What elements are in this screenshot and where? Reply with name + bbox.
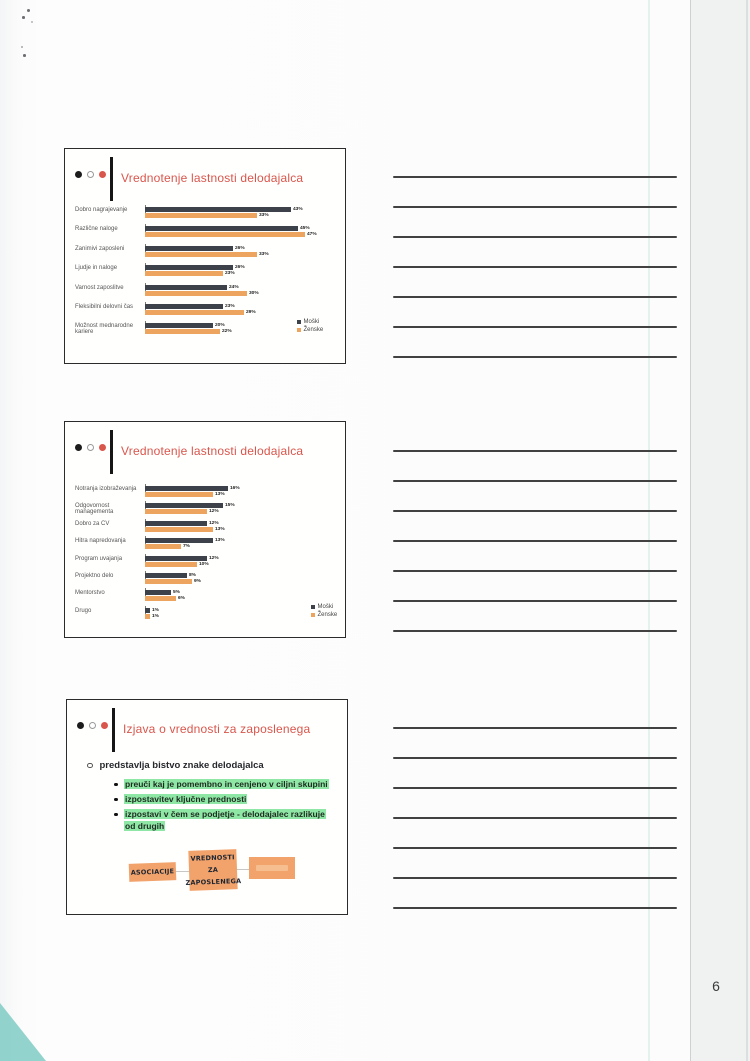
- sub-bullet: [113, 808, 335, 832]
- chart-row: [75, 573, 339, 590]
- bar-Ženske: [145, 596, 176, 601]
- bar-chart-gender-2: [75, 474, 339, 631]
- bar-Ženske: [145, 492, 213, 497]
- value-label: 12%: [209, 508, 220, 514]
- category-label: Drugo: [75, 607, 92, 614]
- red-dot-icon: [101, 722, 108, 729]
- title-divider: [110, 430, 113, 474]
- chart-row: [75, 285, 339, 304]
- slide-deco-dots: [75, 171, 106, 178]
- highlighted-text: preuči kaj je pomembno in cenjeno v ciljni skupini: [125, 779, 328, 789]
- slide-title: Vrednotenje lastnosti delodajalca: [121, 171, 304, 185]
- open-dot-icon: [87, 171, 94, 178]
- bar-Ženske: [145, 291, 247, 296]
- value-label: 26%: [235, 264, 246, 270]
- bar-group: [145, 608, 339, 620]
- category-label: Program uvajanja: [75, 555, 123, 562]
- sub-bullet-list: [113, 778, 335, 835]
- chart-row: [75, 538, 339, 555]
- bar-group: [145, 304, 339, 316]
- bar-Ženske: [145, 544, 181, 549]
- pencil-mark: [22, 16, 25, 19]
- page-number: 6: [712, 978, 720, 994]
- note-line: [393, 206, 677, 208]
- value-label: 15%: [225, 502, 235, 508]
- note-line: [393, 540, 677, 542]
- value-label: 5%: [173, 589, 180, 595]
- value-label: 30%: [249, 290, 259, 295]
- open-dot-icon: [89, 722, 96, 729]
- value-label: 13%: [214, 526, 225, 532]
- bar-Moški: [145, 323, 213, 328]
- note-line: [393, 630, 677, 632]
- bar-Moški: [145, 573, 187, 578]
- category-label: Možnost mednarodne kariere: [75, 323, 134, 336]
- bar-Moški: [145, 285, 227, 290]
- value-label: 33%: [259, 212, 269, 218]
- chart-legend: [311, 604, 337, 620]
- legend-label: Moški: [317, 604, 334, 610]
- bar-Moški: [145, 590, 171, 595]
- chart-legend: [297, 319, 323, 335]
- highlighted-text: izpostavitev ključne prednosti: [125, 794, 247, 804]
- bar-Ženske: [145, 579, 192, 584]
- note-line: [393, 907, 677, 909]
- red-dot-icon: [99, 171, 106, 178]
- category-label: Različne naloge: [75, 226, 118, 233]
- bar-group: [145, 538, 339, 550]
- bar-group: [145, 226, 339, 238]
- category-label: Dobro nagrajevanje: [75, 207, 128, 213]
- value-label: 26%: [235, 245, 246, 251]
- chart-row: [75, 486, 339, 503]
- value-label: 12%: [209, 520, 220, 526]
- bar-Moški: [145, 304, 223, 309]
- sticky-box-vrednosti: VREDNOSTI ZA ZAPOSLENEGA: [188, 849, 237, 891]
- note-line: [393, 326, 677, 328]
- legend-label: Ženske: [303, 327, 324, 333]
- faded-text-smudge: [256, 865, 288, 871]
- female-series-marker-icon: [297, 328, 301, 332]
- slide-title: Izjava o vrednosti za zaposlenega: [123, 722, 311, 736]
- note-line: [393, 600, 677, 602]
- slide-deco-dots: [75, 444, 106, 451]
- value-label: 22%: [221, 328, 232, 334]
- pencil-mark: [31, 21, 33, 23]
- male-series-marker-icon: [297, 320, 301, 324]
- bar-group: [145, 486, 339, 498]
- category-label: Mentorstvo: [75, 590, 105, 597]
- chart-row: [75, 207, 339, 226]
- value-label: 16%: [230, 485, 240, 491]
- value-label: 12%: [209, 555, 220, 560]
- bar-Ženske: [145, 271, 223, 276]
- main-bullet-text: predstavlja bistvo znake delodajalca: [99, 760, 264, 771]
- value-label: 10%: [199, 561, 209, 566]
- title-divider: [110, 157, 113, 201]
- value-label: 8%: [188, 572, 196, 578]
- pencil-mark: [27, 9, 30, 12]
- chart-row: [75, 608, 339, 625]
- sticky-box-blank: [249, 857, 295, 879]
- black-dot-icon: [77, 722, 84, 729]
- black-dot-icon: [75, 171, 82, 178]
- legend-label: Ženske: [317, 612, 338, 618]
- bar-group: [145, 590, 339, 602]
- slide-title: Vrednotenje lastnosti delodajalca: [121, 444, 304, 458]
- chart-row: [75, 521, 339, 538]
- category-label: Notranja izobraževanja: [75, 486, 137, 492]
- note-line: [393, 570, 677, 572]
- bar-group: [145, 285, 339, 297]
- bar-group: [145, 573, 339, 585]
- bar-Ženske: [145, 310, 244, 315]
- legend-item-female: [311, 612, 337, 618]
- slide-3: [66, 699, 348, 915]
- note-line: [393, 356, 677, 358]
- sub-bullet: [113, 778, 335, 790]
- bar-Moški: [145, 521, 207, 526]
- legend-item-female: [297, 327, 323, 333]
- bar-Moški: [145, 207, 291, 212]
- note-lines-group-3: [393, 727, 677, 913]
- category-label: Zanimivi zaposleni: [75, 245, 125, 252]
- legend-label: Moški: [303, 319, 320, 325]
- category-label: Dobro za CV: [75, 520, 110, 527]
- black-dot-icon: [75, 444, 82, 451]
- legend-item-male: [297, 319, 323, 325]
- category-label: Projektno delo: [75, 573, 114, 579]
- main-bullet: [87, 760, 264, 771]
- note-line: [393, 757, 677, 759]
- bar-Ženske: [145, 232, 305, 237]
- chart-row: [75, 590, 339, 607]
- open-dot-icon: [87, 444, 94, 451]
- category-label: Hitra napredovanja: [75, 538, 126, 545]
- note-line: [393, 727, 677, 729]
- bar-group: [145, 246, 339, 258]
- value-label: 24%: [228, 284, 239, 289]
- female-series-marker-icon: [311, 613, 315, 617]
- corner-fold-artifact: [0, 1003, 46, 1061]
- note-line: [393, 480, 677, 482]
- circle-bullet-icon: [87, 763, 93, 769]
- value-label: 43%: [293, 206, 303, 212]
- value-label: 45%: [300, 225, 310, 231]
- bar-Ženske: [145, 329, 220, 334]
- chart-row: [75, 265, 339, 284]
- bar-Moški: [145, 538, 213, 543]
- note-line: [393, 877, 677, 879]
- highlighted-text: izpostavi v čem se podjetje - delodajalec razlikuje od drugih: [125, 809, 325, 831]
- bar-group: [145, 207, 339, 219]
- value-label: 47%: [306, 231, 317, 237]
- page-edge-line-outer: [746, 0, 748, 1061]
- red-dot-icon: [99, 444, 106, 451]
- value-label: 7%: [183, 543, 191, 549]
- sticky-box-asociacije: ASOCIACIJE: [129, 862, 177, 882]
- chart-row: [75, 556, 339, 573]
- value-label: 23%: [225, 270, 235, 276]
- category-label: Odgovornost managementa: [75, 503, 114, 516]
- value-label: 13%: [214, 537, 225, 543]
- bar-Ženske: [145, 509, 207, 514]
- note-line: [393, 176, 677, 178]
- chart-row: [75, 226, 339, 245]
- value-label: 1%: [152, 613, 160, 619]
- note-line: [393, 510, 677, 512]
- note-line: [393, 817, 677, 819]
- bar-Moški: [145, 486, 228, 491]
- value-label: 1%: [152, 607, 160, 613]
- chart-row: [75, 246, 339, 265]
- bar-Ženske: [145, 527, 213, 532]
- value-label: 23%: [225, 303, 235, 309]
- sub-bullet: [113, 793, 335, 805]
- value-label: 20%: [215, 322, 225, 328]
- bar-Ženske: [145, 252, 257, 257]
- bar-Ženske: [145, 614, 150, 619]
- value-label: 29%: [245, 309, 256, 315]
- category-label: Ljudje in naloge: [75, 265, 118, 272]
- value-label: 9%: [193, 578, 201, 584]
- value-label: 13%: [214, 491, 225, 497]
- title-divider: [112, 708, 115, 752]
- bar-Moški: [145, 226, 298, 231]
- page-edge-line: [690, 0, 691, 1061]
- bar-group: [145, 265, 339, 277]
- category-label: Varnost zaposlitve: [75, 284, 124, 291]
- slide-2: [64, 421, 346, 638]
- male-series-marker-icon: [311, 605, 315, 609]
- value-label: 6%: [178, 595, 186, 601]
- note-lines-group-2: [393, 450, 677, 636]
- bar-group: [145, 521, 339, 533]
- bar-Moški: [145, 246, 233, 251]
- note-line: [393, 450, 677, 452]
- chart-row: [75, 503, 339, 520]
- note-line: [393, 266, 677, 268]
- note-line: [393, 236, 677, 238]
- bar-group: [145, 503, 339, 515]
- slide-deco-dots: [77, 722, 108, 729]
- note-line: [393, 296, 677, 298]
- bar-Moški: [145, 265, 233, 270]
- pencil-mark: [23, 54, 26, 57]
- note-line: [393, 787, 677, 789]
- note-lines-group-1: [393, 176, 677, 362]
- slide-1: [64, 148, 346, 364]
- bar-Moški: [145, 608, 150, 613]
- bar-Moški: [145, 556, 207, 561]
- bar-group: [145, 556, 339, 568]
- category-label: Fleksibilni delovni čas: [75, 304, 134, 310]
- bar-Ženske: [145, 562, 197, 567]
- note-line: [393, 847, 677, 849]
- legend-item-male: [311, 604, 337, 610]
- page-edge-band: [691, 0, 750, 1061]
- pencil-mark: [21, 46, 23, 48]
- value-label: 33%: [259, 251, 269, 257]
- bar-Ženske: [145, 213, 257, 218]
